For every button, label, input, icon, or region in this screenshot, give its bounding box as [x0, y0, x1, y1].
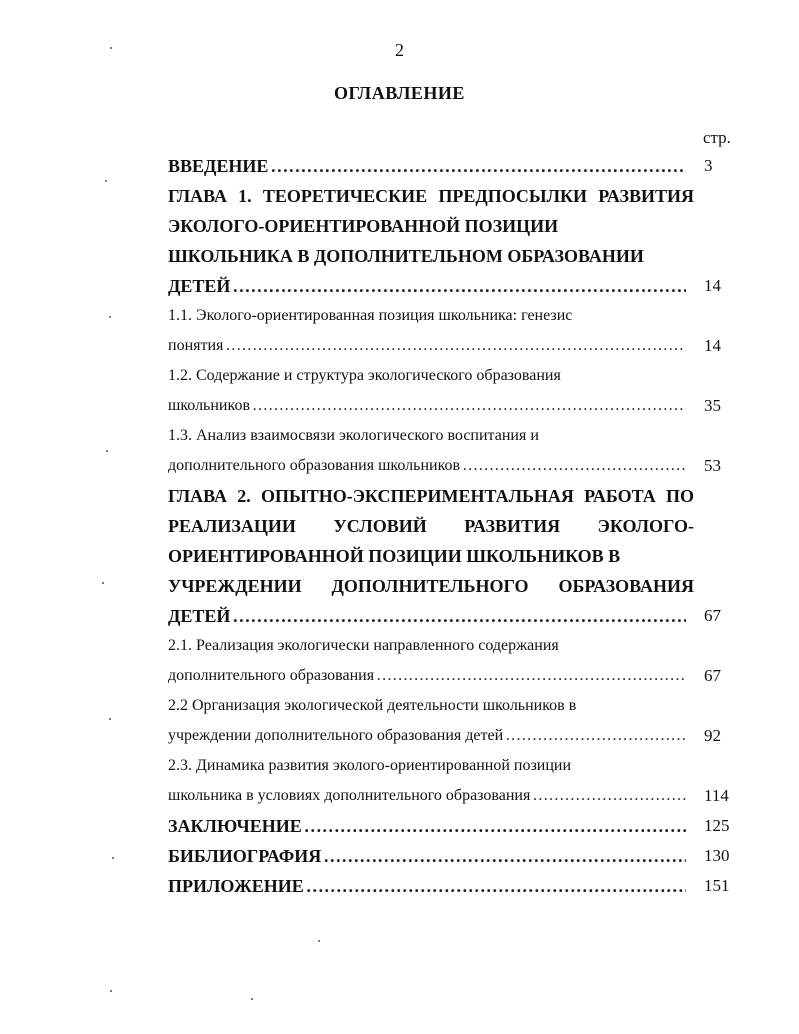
- dot-leader: [323, 841, 686, 871]
- entry-page-number: 125: [704, 816, 730, 835]
- scan-speck: [109, 718, 111, 720]
- entry-title: дополнительного образования: [168, 667, 375, 684]
- toc-chapter-1-title-line[interactable]: ШКОЛЬНИКА В ДОПОЛНИТЕЛЬНОМ ОБРАЗОВАНИИ: [168, 246, 644, 266]
- entry-page-number: 67: [704, 666, 721, 685]
- entry-title: ДЕТЕЙ: [168, 606, 231, 626]
- page-number: 2: [395, 40, 404, 60]
- entry-title: понятия: [168, 337, 224, 354]
- dot-leader: [505, 721, 686, 751]
- toc-section-1-1-title-line[interactable]: 1.1. Эколого-ориентированная позиция школьника: генезис: [168, 307, 573, 324]
- dot-leader: [270, 151, 686, 181]
- toc-entry-introduction[interactable]: [168, 151, 686, 181]
- entry-page-number: 67: [704, 606, 721, 625]
- entry-title: учреждении дополнительного образования детей: [168, 727, 504, 744]
- scan-speck: [110, 990, 112, 992]
- toc-section-2-3-title-line[interactable]: 2.3. Динамика развития эколого-ориентированной позиции: [168, 757, 572, 774]
- toc-section-1-2-title-line[interactable]: 1.2. Содержание и структура экологического образования: [168, 367, 561, 384]
- toc-chapter-1-title-line[interactable]: ГЛАВА 1. ТЕОРЕТИЧЕСКИЕ ПРЕДПОСЫЛКИ РАЗВИТИЯ: [168, 186, 694, 206]
- toc-entry-chapter-1[interactable]: [168, 271, 686, 301]
- toc-chapter-2-title-line[interactable]: ОРИЕНТИРОВАННОЙ ПОЗИЦИИ ШКОЛЬНИКОВ В: [168, 546, 621, 566]
- entry-page-number: 14: [704, 336, 721, 355]
- dot-leader: [232, 271, 686, 301]
- dot-leader: [304, 811, 686, 841]
- toc-heading: ОГЛАВЛЕНИЕ: [334, 83, 465, 103]
- entry-page-number: 92: [704, 726, 721, 745]
- scan-speck: [106, 450, 108, 452]
- entry-title: ДЕТЕЙ: [168, 276, 231, 296]
- toc-entry-section-2-2[interactable]: [168, 721, 686, 751]
- entry-title: БИБЛИОГРАФИЯ: [168, 846, 322, 866]
- toc-entry-appendix[interactable]: [168, 871, 686, 901]
- entry-title: ПРИЛОЖЕНИЕ: [168, 876, 304, 896]
- page-column-label: стр.: [703, 128, 731, 147]
- toc-chapter-1-title-line[interactable]: ЭКОЛОГО-ОРИЕНТИРОВАННОЙ ПОЗИЦИИ: [168, 216, 559, 236]
- dot-leader: [225, 331, 686, 361]
- entry-title: ЗАКЛЮЧЕНИЕ: [168, 816, 302, 836]
- entry-page-number: 14: [704, 276, 721, 295]
- toc-chapter-2-title-line[interactable]: УЧРЕЖДЕНИИ ДОПОЛНИТЕЛЬНОГО ОБРАЗОВАНИЯ: [168, 576, 694, 596]
- dot-leader: [252, 391, 686, 421]
- scan-speck: [251, 998, 253, 1000]
- toc-entry-section-2-1[interactable]: [168, 661, 686, 691]
- dot-leader: [376, 661, 686, 691]
- entry-page-number: 130: [704, 846, 730, 865]
- scan-speck: [109, 316, 111, 318]
- scan-speck: [112, 857, 114, 859]
- toc-entry-section-1-2[interactable]: [168, 391, 686, 421]
- entry-title: школьника в условиях дополнительного образования: [168, 787, 531, 804]
- entry-page-number: 114: [704, 786, 729, 805]
- scan-speck: [318, 940, 320, 942]
- entry-page-number: 53: [704, 456, 721, 475]
- toc-chapter-2-title-line[interactable]: РЕАЛИЗАЦИИ УСЛОВИЙ РАЗВИТИЯ ЭКОЛОГО-: [168, 516, 694, 536]
- toc-entry-section-1-1[interactable]: [168, 331, 686, 361]
- dot-leader: [462, 451, 686, 481]
- toc-entry-chapter-2[interactable]: [168, 601, 686, 631]
- toc-section-2-1-title-line[interactable]: 2.1. Реализация экологически направленного содержания: [168, 637, 559, 654]
- scan-speck: [102, 582, 104, 584]
- entry-page-number: 3: [704, 156, 713, 175]
- entry-title: дополнительного образования школьников: [168, 457, 461, 474]
- dot-leader: [232, 601, 686, 631]
- toc-section-2-2-title-line[interactable]: 2.2 Организация экологической деятельности школьников в: [168, 697, 577, 714]
- dot-leader: [532, 781, 686, 811]
- toc-entry-conclusion[interactable]: [168, 811, 686, 841]
- entry-page-number: 35: [704, 396, 721, 415]
- dot-leader: [306, 871, 686, 901]
- scan-speck: [105, 180, 107, 182]
- entry-title: школьников: [168, 397, 250, 414]
- toc-entry-section-2-3[interactable]: [168, 781, 686, 811]
- toc-entry-section-1-3[interactable]: [168, 451, 686, 481]
- entry-title: ВВЕДЕНИЕ: [168, 156, 269, 176]
- scan-speck: [110, 47, 112, 49]
- toc-chapter-2-title-line[interactable]: ГЛАВА 2. ОПЫТНО-ЭКСПЕРИМЕНТАЛЬНАЯ РАБОТА ПО: [168, 486, 694, 506]
- toc-section-1-3-title-line[interactable]: 1.3. Анализ взаимосвязи экологического воспитания и: [168, 427, 539, 444]
- toc-entry-bibliography[interactable]: [168, 841, 686, 871]
- entry-page-number: 151: [704, 876, 730, 895]
